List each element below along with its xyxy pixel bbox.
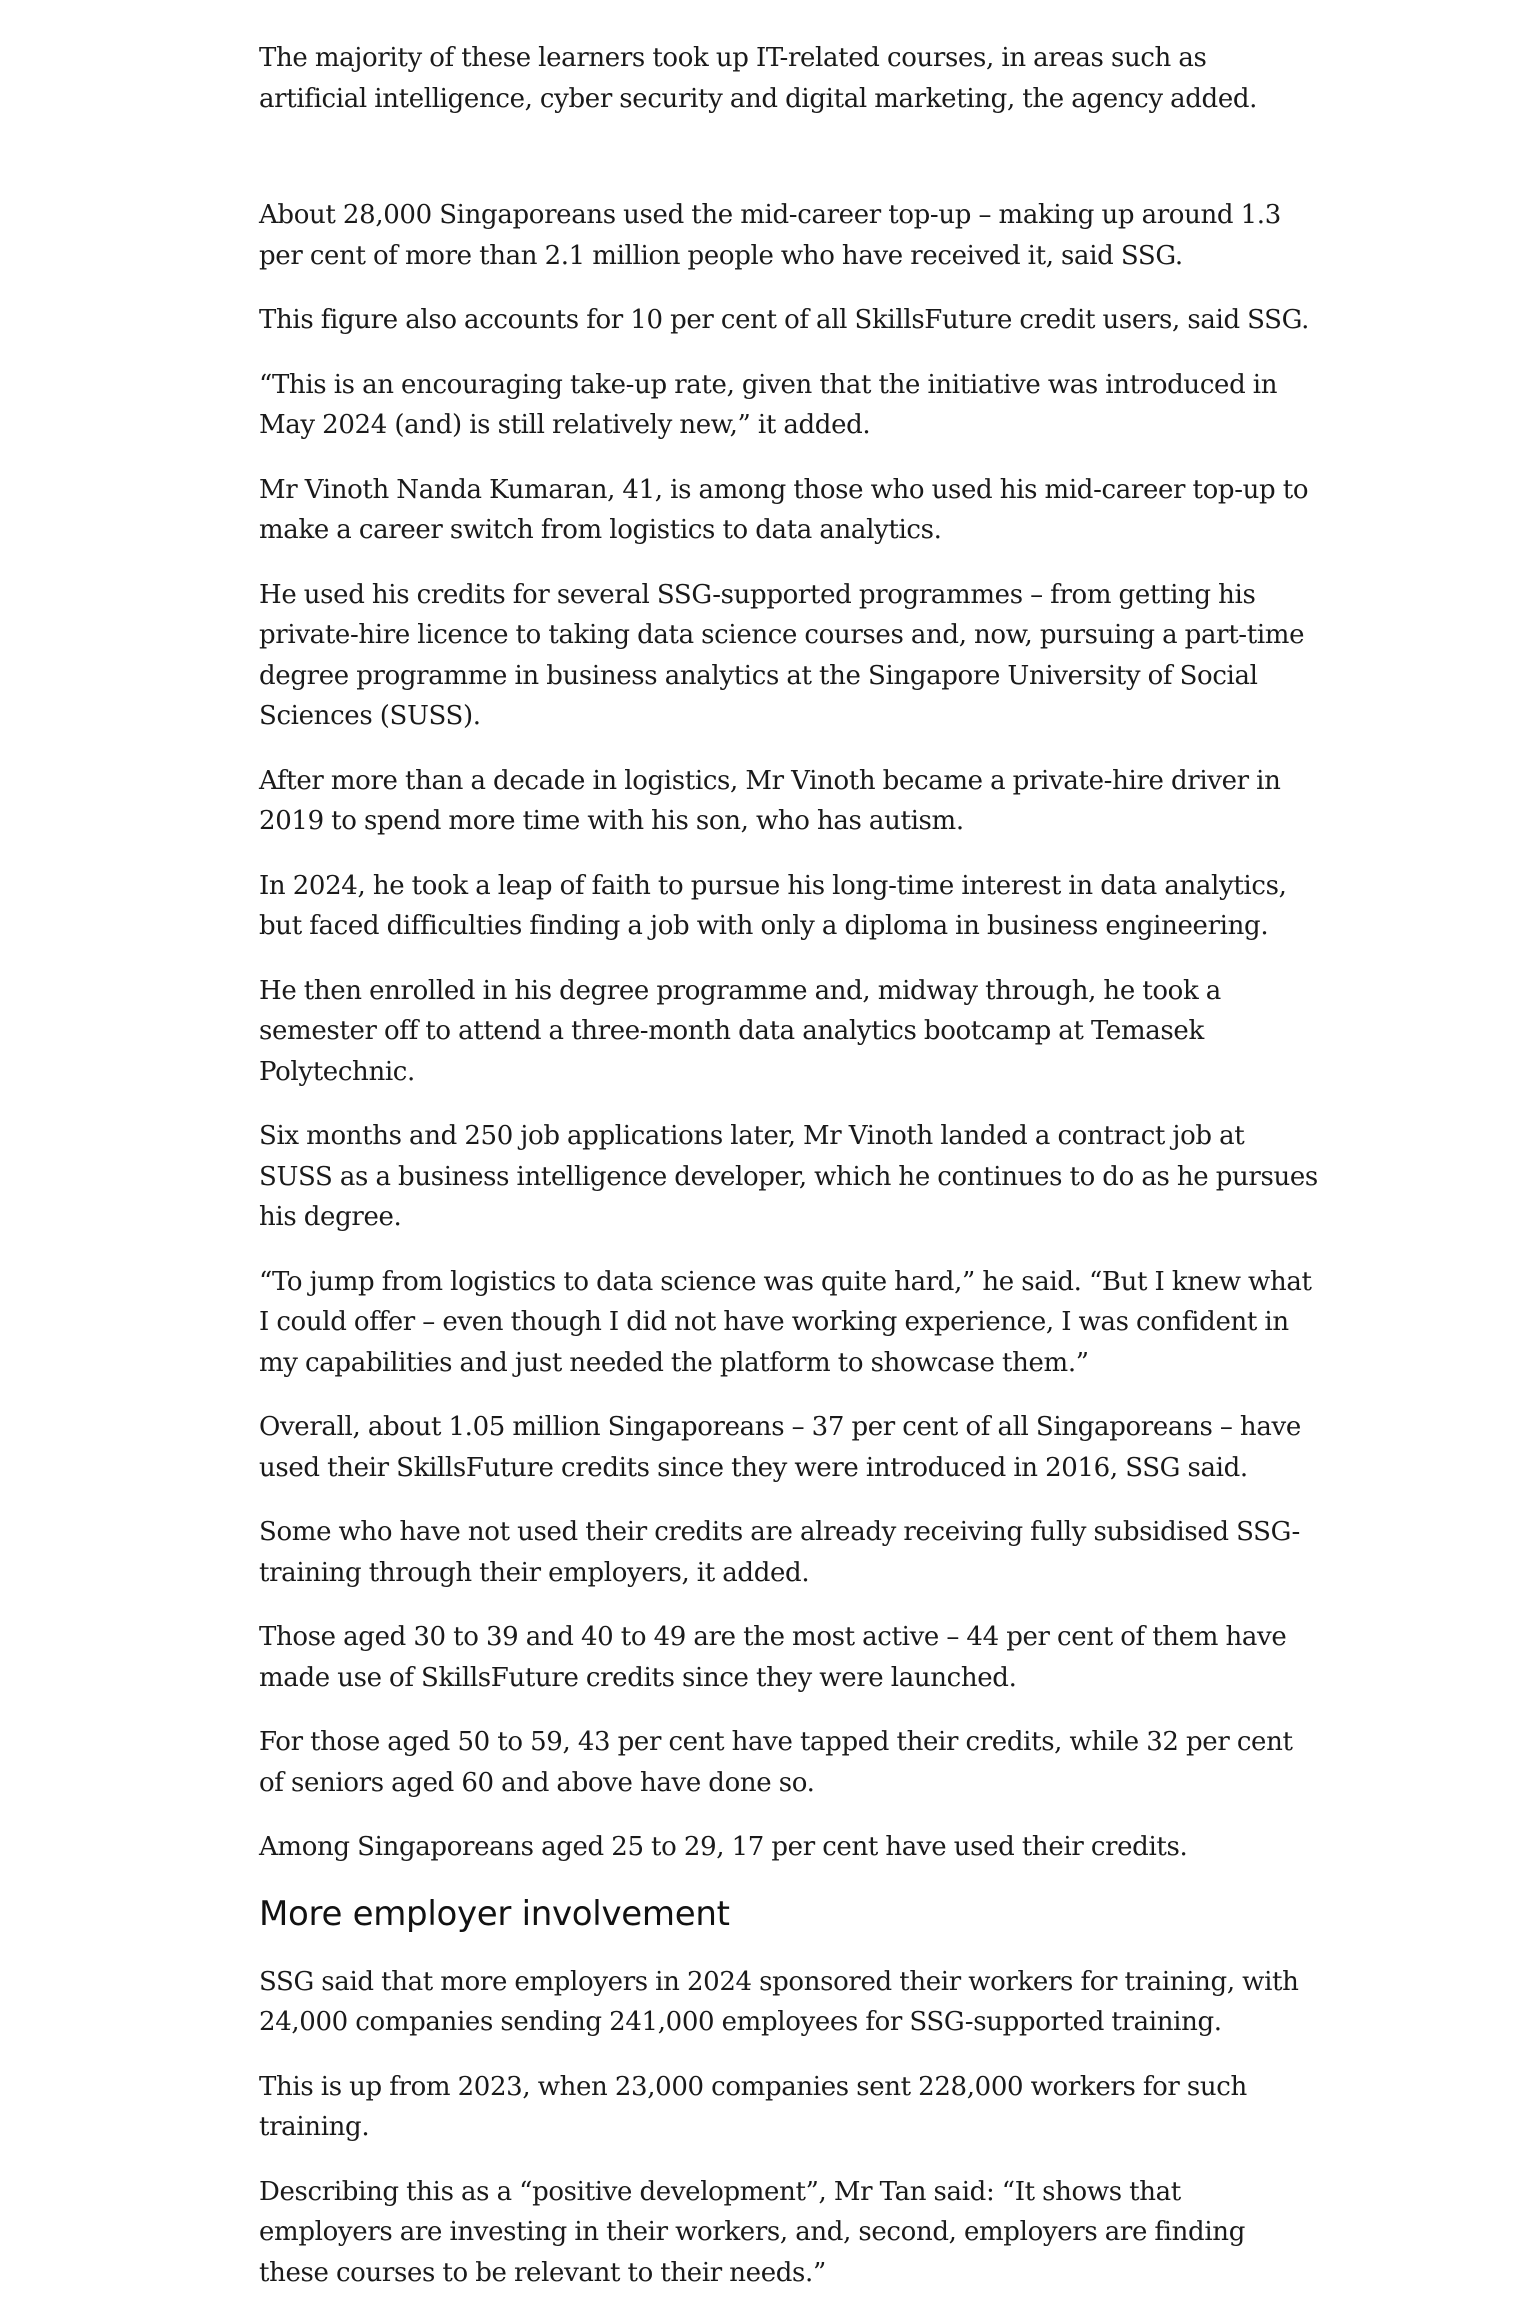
article-paragraph: Mr Vinoth Nanda Kumaran, 41, is among those who used his mid-career top-up to make a career switch from logistics to data analytics. <box>259 474 1309 545</box>
article-paragraph: Describing this as a “positive development”, Mr Tan said: “It shows that employers are investing in their workers, and, second, employers are finding these courses to be relevant to their needs.” <box>259 2176 1245 2288</box>
article-paragraph: In 2024, he took a leap of faith to pursue his long-time interest in data analytics, but faced difficulties finding a job with only a diploma in business engineering. <box>259 870 1287 941</box>
article-paragraph: For those aged 50 to 59, 43 per cent have tapped their credits, while 32 per cent of seniors aged 60 and above have done so. <box>259 1727 1293 1798</box>
section-heading: More employer involvement <box>259 1893 730 1934</box>
article-paragraph: He then enrolled in his degree programme and, midway through, he took a semester off to attend a three-month data analytics bootcamp at Temasek Polytechnic. <box>259 975 1221 1087</box>
article-paragraph: Among Singaporeans aged 25 to 29, 17 per cent have used their credits. <box>259 1832 1188 1862</box>
article-paragraph: Six months and 250 job applications later, Mr Vinoth landed a contract job at SUSS as a business intelligence developer, which he continues to do as he pursues his degree. <box>259 1121 1318 1232</box>
article-paragraph: He used his credits for several SSG-supported programmes – from getting his private-hire licence to taking data science courses and, now, pursuing a part-time degree programme in business analytics at the Singapore University of Social Sciences (SUSS). <box>259 579 1305 731</box>
article-paragraph: “This is an encouraging take-up rate, given that the initiative was introduced in May 2024 (and) is still relatively new,” it added. <box>259 369 1278 440</box>
article-paragraph: Overall, about 1.05 million Singaporeans – 37 per cent of all Singaporeans – have used their SkillsFuture credits since they were introduced in 2016, SSG said. <box>259 1412 1301 1483</box>
article-body <box>259 38 1319 2317</box>
article-paragraph: SSG said that more employers in 2024 sponsored their workers for training, with 24,000 companies sending 241,000 employees for SSG-supported training. <box>259 1966 1299 2037</box>
article-paragraph: This figure also accounts for 10 per cent of all SkillsFuture credit users, said SSG. <box>259 305 1310 335</box>
article-paragraph: This is up from 2023, when 23,000 companies sent 228,000 workers for such training. <box>259 2071 1247 2142</box>
article-paragraph: “To jump from logistics to data science was quite hard,” he said. “But I knew what I could offer – even though I did not have working experience, I was confident in my capabilities and just needed the platform to showcase them.” <box>259 1266 1312 1378</box>
article-paragraph: Those aged 30 to 39 and 40 to 49 are the most active – 44 per cent of them have made use of SkillsFuture credits since they were launched. <box>259 1622 1287 1693</box>
article-paragraph: Some who have not used their credits are already receiving fully subsidised SSG-training through their employers, it added. <box>259 1517 1300 1588</box>
article-paragraph: About 28,000 Singaporeans used the mid-career top-up – making up around 1.3 per cent of more than 2.1 million people who have received it, said SSG. <box>259 200 1281 271</box>
article-paragraph: After more than a decade in logistics, Mr Vinoth became a private-hire driver in 2019 to spend more time with his son, who has autism. <box>259 765 1281 836</box>
article-paragraph: The majority of these learners took up IT-related courses, in areas such as artificial intelligence, cyber security and digital marketing, the agency added. <box>259 43 1258 114</box>
